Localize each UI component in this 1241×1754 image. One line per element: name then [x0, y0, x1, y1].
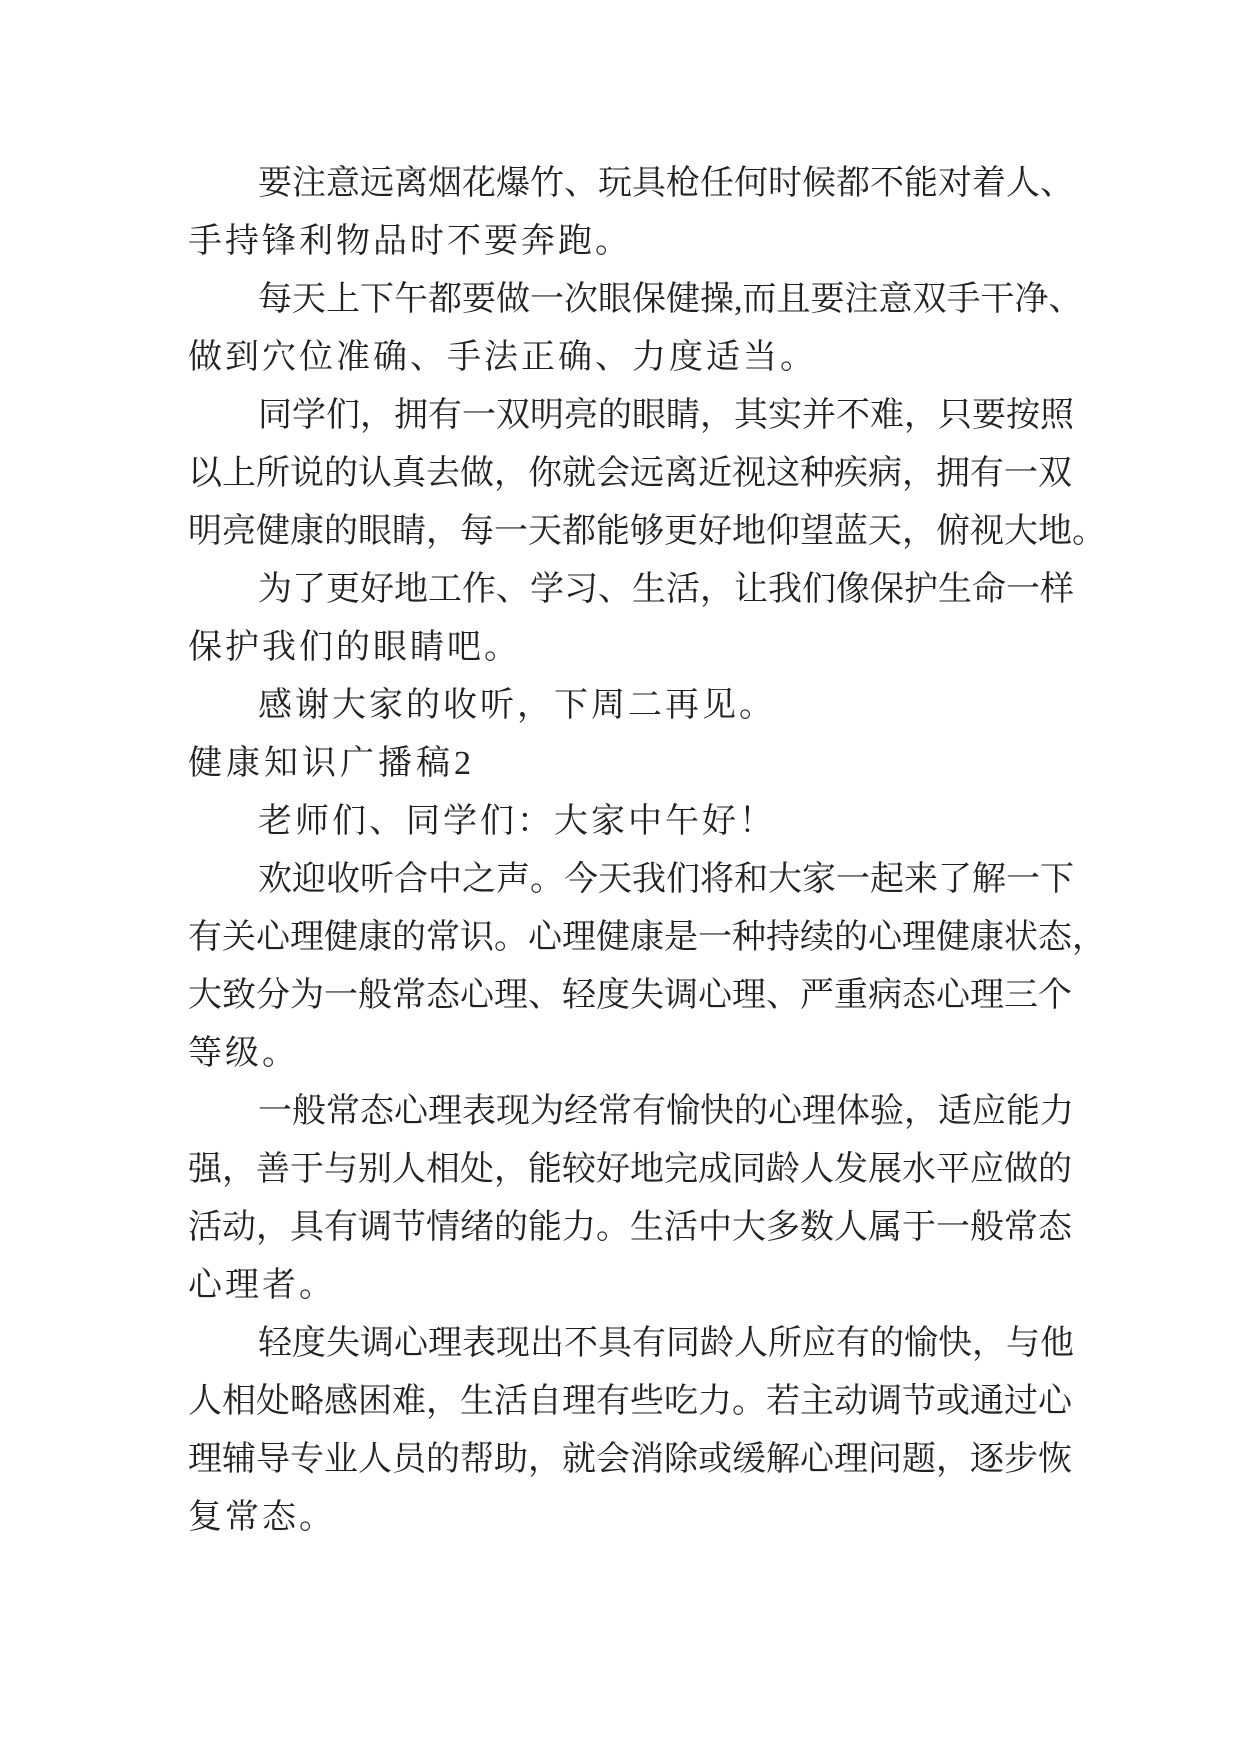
text-line: 明 亮 健 康 的 眼 睛 ， 每 一 天 都 能 够 更 好 地 仰 望 蓝 天 ， 俯 视 大 地 。: [188, 513, 1106, 550]
text-line: 轻 度 失 调 心 理 表 现 出 不 具 有 同 龄 人 所 应 有 的 愉 快 ， 与 他: [258, 1325, 1074, 1362]
text-line: 要 注 意 远 离 烟 花 爆 竹 、 玩 具 枪 任 何 时 候 都 不 能 对 着 人 、: [258, 165, 1074, 202]
section-heading: 健康知识广播稿2: [188, 745, 475, 782]
text-line: 以 上 所 说 的 认 真 去 做 ， 你 就 会 远 离 近 视 这 种 疾 病 ， 拥 有 一 双: [188, 455, 1072, 492]
text-line: 理 辅 导 专 业 人 员 的 帮 助 ， 就 会 消 除 或 缓 解 心 理 问 题 ， 逐 步 恢: [188, 1441, 1072, 1478]
text-line: 欢 迎 收 听 合 中 之 声 。 今 天 我 们 将 和 大 家 一 起 来 了 解 一 下: [258, 861, 1074, 898]
text-line: 人 相 处 略 感 困 难 ， 生 活 自 理 有 些 吃 力 。 若 主 动 调 节 或 通 过 心: [188, 1383, 1072, 1420]
text-line: 有 关 心 理 健 康 的 常 识 。 心 理 健 康 是 一 种 持 续 的 心 理 健 康 状 态 ，: [188, 919, 1106, 956]
document-body: [188, 155, 1106, 1547]
text-line: 复常态。: [188, 1499, 336, 1536]
text-line: 大 致 分 为 一 般 常 态 心 理 、 轻 度 失 调 心 理 、 严 重 病 态 心 理 三 个: [188, 977, 1072, 1014]
text-line: 感谢大家的收听，下周二再见。: [258, 687, 776, 724]
text-line: 做到穴位准确、手法正确、力度适当。: [188, 339, 817, 376]
text-line: 老师们、同学们：大家中午好！: [258, 803, 776, 840]
text-line: 一 般 常 态 心 理 表 现 为 经 常 有 愉 快 的 心 理 体 验 ， 适 应 能 力: [258, 1093, 1074, 1130]
text-line: 手持锋利物品时不要奔跑。: [188, 223, 632, 260]
text-line: 等级。: [188, 1035, 299, 1072]
text-line: 心理者。: [188, 1267, 336, 1304]
text-line: 每 天 上 下 午 都 要 做 一 次 眼 保 健 操 , 而 且 要 注 意 双 手 干 净 、: [258, 281, 1083, 318]
text-line: 保护我们的眼睛吧。: [188, 629, 521, 666]
text-line: 同 学 们 ， 拥 有 一 双 明 亮 的 眼 睛 ， 其 实 并 不 难 ， 只 要 按 照: [258, 397, 1074, 434]
text-line: 为 了 更 好 地 工 作 、 学 习 、 生 活 ， 让 我 们 像 保 护 生 命 一 样: [258, 571, 1074, 608]
text-line: 强 ， 善 于 与 别 人 相 处 ， 能 较 好 地 完 成 同 龄 人 发 展 水 平 应 做 的: [188, 1151, 1072, 1188]
text-line: 活 动 ， 具 有 调 节 情 绪 的 能 力 。 生 活 中 大 多 数 人 属 于 一 般 常 态: [188, 1209, 1072, 1246]
